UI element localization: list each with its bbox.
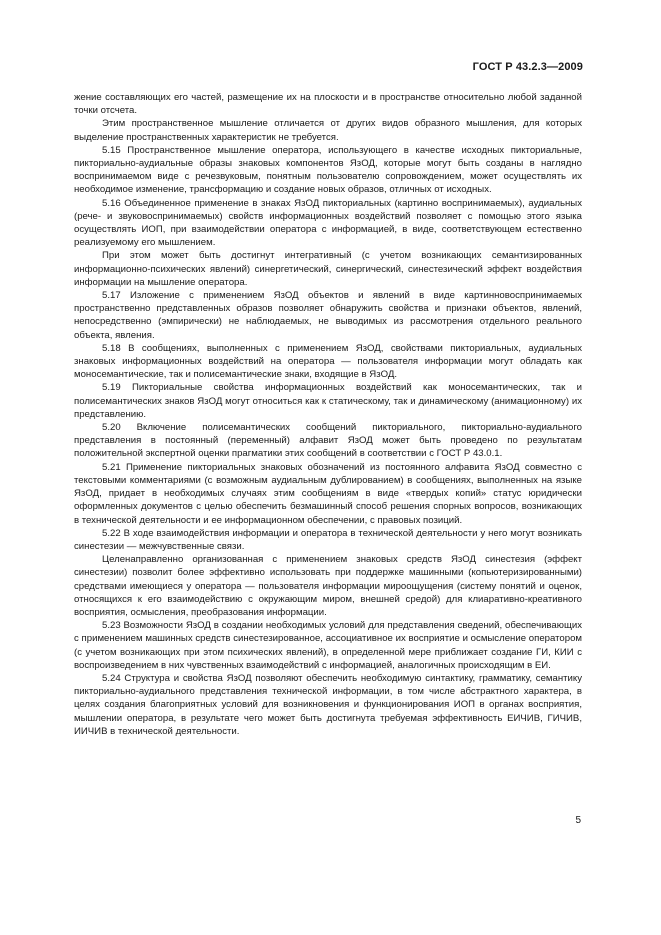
paragraph-5-19: 5.19 Пикториальные свойства информационных воздействий как моносемантических, так и полисемантических знаков ЯзОД могут относиться как к статическому, так и динамическому (анимационному) их представлению. (74, 382, 582, 420)
document-body (74, 91, 582, 738)
paragraph: Этим пространственное мышление отличается от других видов образного мышления, для которых выделение пространственных характеристик не требуется. (74, 118, 582, 143)
paragraph-5-15: 5.15 Пространственное мышление оператора, использующего в качестве исходных пикториальные, пикториально-аудиальные образы знаковых компонентов ЯзОД, которые могут быть созданы в наглядно воспринимаемом виде с речезвуковым, понятным пользователю сопровождением, может осуществлять их необходимое изменение, трансформацию и создание новых образов, отличных от исходных. (74, 144, 582, 196)
page-number: 5 (575, 815, 581, 826)
paragraph-5-21: 5.21 Применение пикториальных знаковых обозначений из постоянного алфавита ЯзОД совместно с текстовыми комментариями (с возможным аудиальным дублированием) в сообщениях, выполненных на языке ЯзОД, придает в необходимых случаях этим сообщениям в виде «твердых копий» статус юридически оформленных документов с целью обеспечить безмашинный способ решения спорных вопросов, возникающих в технической деятельности и ее информационном обеспечении, с правовых позиций. (74, 461, 582, 526)
paragraph-5-16: 5.16 Объединенное применение в знаках ЯзОД пикториальных (картинно воспринимаемых), аудиальных (рече- и звуковоспринимаемых) свойств информационных воздействий позволяет с помощью этого языка осуществлять ИОП, при взаимодействии оператора с информацией, в виде, соответствующем естественно реализуемому его мышлением. (74, 197, 582, 249)
paragraph-5-23: 5.23 Возможности ЯзОД в создании необходимых условий для представления сведений, обеспечивающих с применением машинных средств синестезированное, ассоциативное их восприятие и осмысление оператором (с учетом возникающих при этом психических явлений), в определенной мере приближает создание ГИ, КИИ с воспроизведением в них чувственных взаимодействий с информацией, аналогичных происходящим в ЕИ. (74, 620, 582, 671)
paragraph-continuation: жение составляющих его частей, размещение их на плоскости и в пространстве относительно любой заданной точки отсчета. (74, 92, 582, 117)
paragraph-5-17: 5.17 Изложение с применением ЯзОД объектов и явлений в виде картинновоспринимаемых пространственно представленных образов позволяет обнаружить свойства и признаки объектов, явлений, непосредственно (эмпирически) не наблюдаемых, не выводимых из рассмотрения отдельного реального объекта, явления. (74, 290, 582, 341)
paragraph-5-18: 5.18 В сообщениях, выполненных с применением ЯзОД, свойствами пикториальных, аудиальных знаковых информационных воздействий на оператора — пользователя информации могут обладать как моносемантические, так и полисемантические знаки, входящие в ЯзОД. (74, 342, 582, 381)
paragraph-5-22: 5.22 В ходе взаимодействия информации и оператора в технической деятельности у него могут возникать синестезии — межчувственные связи. (74, 527, 582, 552)
paragraph: Целенаправленно организованная с применением знаковых средств ЯзОД синестезия (эффект синестезии) позволит более эффективно использовать при поддержке машинными (копьютеризированными) средствами имеющиеся у оператора — пользователя информации мироощущения (систему понятий и оценок, относящихся к его взаимодействию с окружающим миром, внешней средой) для клиаративно-креативного восприятия, осмысления, преобразования информации. (74, 554, 582, 618)
paragraph-5-24: 5.24 Структура и свойства ЯзОД позволяют обеспечить необходимую синтактику, грамматику, семантику пикториально-аудиального представления технической информации, в том числе абстрактного характера, в целях создания благоприятных условий для возникновения и функционирования ИОП в органах восприятия, мышлении оператора, в результате чего может быть достигнута требуемая эффективность ЕИЧИВ, ГИЧИВ, ИИЧИВ в технической деятельности. (74, 672, 582, 737)
paragraph: При этом может быть достигнут интегративный (с учетом возникающих семантизированных информационно-психических явлений) синергетический, синергический, синестезический эффект воздействия информации на мышление оператора. (74, 250, 582, 288)
standard-header: ГОСТ Р 43.2.3—2009 (472, 61, 583, 73)
paragraph-5-20: 5.20 Включение полисемантических сообщений пикториального, пикториально-аудиального представления в постоянный (переменный) алфавит ЯзОД может быть проведено по результатам положительной экспертной оценки прагматики этих сообщений в соответствии с ГОСТ Р 43.0.1. (74, 422, 582, 460)
